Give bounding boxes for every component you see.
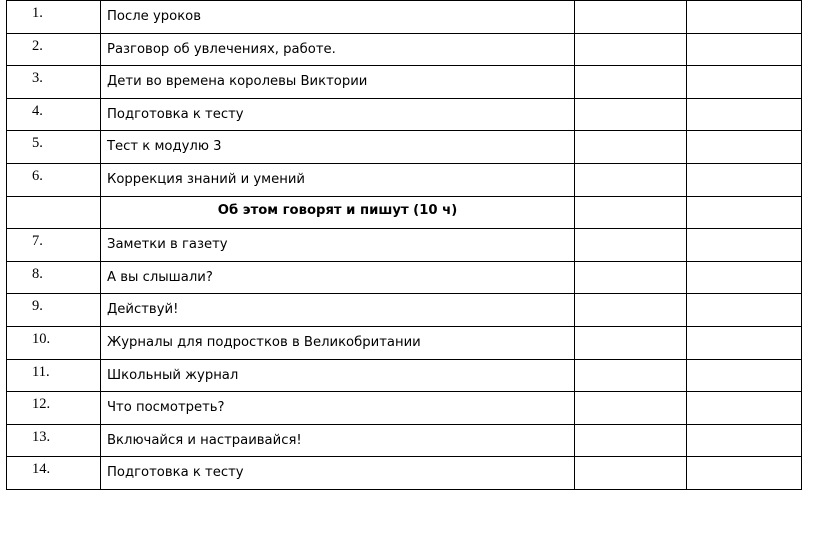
lesson-number: 9. [7,294,101,327]
empty-cell [575,392,687,425]
table-row [7,424,802,457]
empty-cell [575,33,687,66]
empty-cell [687,1,802,34]
lesson-number: 2. [7,33,101,66]
table-row [7,33,802,66]
lesson-number: 6. [7,163,101,196]
table-row [7,66,802,99]
lesson-topic: Что посмотреть? [101,392,575,425]
lesson-topic: Действуй! [101,294,575,327]
table-row [7,261,802,294]
empty-cell [687,392,802,425]
table-row [7,294,802,327]
lesson-number: 14. [7,457,101,490]
lesson-number: 11. [7,359,101,392]
empty-cell [575,98,687,131]
empty-cell [687,163,802,196]
empty-cell [687,359,802,392]
empty-cell [575,131,687,164]
lesson-plan-table-body [7,1,802,490]
lesson-topic: Журналы для подростков в Великобритании [101,326,575,359]
table-row [7,392,802,425]
table-row [7,326,802,359]
table-row [7,457,802,490]
lesson-topic: Школьный журнал [101,359,575,392]
empty-cell [7,196,101,229]
lesson-plan-table [6,0,802,490]
empty-cell [575,294,687,327]
empty-cell [575,424,687,457]
table-row [7,359,802,392]
empty-cell [575,163,687,196]
lesson-topic: Подготовка к тесту [101,98,575,131]
lesson-topic: После уроков [101,1,575,34]
lesson-topic: А вы слышали? [101,261,575,294]
empty-cell [687,294,802,327]
table-row [7,1,802,34]
empty-cell [687,261,802,294]
empty-cell [687,229,802,262]
empty-cell [687,424,802,457]
section-title: Об этом говорят и пишут (10 ч) [101,196,575,229]
empty-cell [687,196,802,229]
table-row [7,98,802,131]
table-row [7,163,802,196]
table-row [7,131,802,164]
lesson-topic: Коррекция знаний и умений [101,163,575,196]
lesson-topic: Включайся и настраивайся! [101,424,575,457]
lesson-number: 8. [7,261,101,294]
lesson-number: 1. [7,1,101,34]
empty-cell [687,326,802,359]
table-row [7,229,802,262]
empty-cell [687,131,802,164]
lesson-number: 7. [7,229,101,262]
lesson-number: 13. [7,424,101,457]
lesson-topic: Дети во времена королевы Виктории [101,66,575,99]
empty-cell [575,359,687,392]
lesson-topic: Заметки в газету [101,229,575,262]
lesson-number: 12. [7,392,101,425]
empty-cell [687,66,802,99]
section-header-row [7,196,802,229]
empty-cell [687,98,802,131]
lesson-number: 4. [7,98,101,131]
empty-cell [575,261,687,294]
empty-cell [575,326,687,359]
lesson-topic: Тест к модулю 3 [101,131,575,164]
empty-cell [575,457,687,490]
lesson-number: 10. [7,326,101,359]
lesson-number: 5. [7,131,101,164]
empty-cell [575,196,687,229]
lesson-topic: Подготовка к тесту [101,457,575,490]
empty-cell [575,66,687,99]
empty-cell [575,1,687,34]
lesson-topic: Разговор об увлечениях, работе. [101,33,575,66]
empty-cell [687,33,802,66]
empty-cell [687,457,802,490]
lesson-number: 3. [7,66,101,99]
empty-cell [575,229,687,262]
